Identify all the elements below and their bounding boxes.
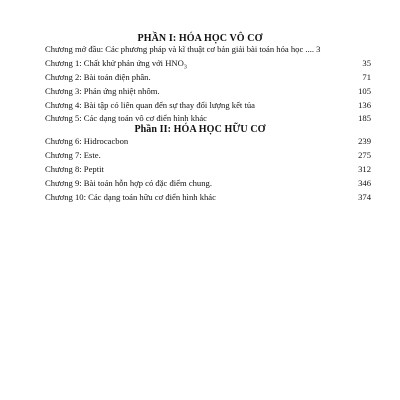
toc-entry-page: 185: [358, 113, 371, 124]
toc-entry-chapter-3[interactable]: [45, 85, 371, 99]
toc-entry-page: 136: [358, 99, 371, 110]
toc-entry-intro[interactable]: [45, 43, 371, 57]
toc-entry-leader: ....: [303, 44, 317, 54]
toc-entry-page: 374: [358, 191, 371, 202]
toc-entry-title: Chương 2: Bài toán điện phân.: [45, 71, 151, 82]
toc-entry-chapter-1[interactable]: [45, 57, 371, 71]
toc-entry-title: Chương 9: Bài toán hỗn hợp có đặc điểm chung.: [45, 177, 212, 188]
toc-entry-page: 71: [362, 71, 371, 82]
subscript: 3: [183, 64, 187, 71]
toc-entry-chapter-7[interactable]: [45, 149, 371, 163]
toc-entry-page: 346: [358, 177, 371, 188]
toc-entry-title: Chương 4: Bài tập có liên quan đến sự thay đổi lượng kết tủa: [45, 99, 255, 110]
part1-heading: PHẦN I: HÓA HỌC VÔ CƠ: [137, 33, 263, 44]
toc-entry-chapter-9[interactable]: [45, 177, 371, 191]
toc-entry-chapter-2[interactable]: [45, 71, 371, 85]
toc-entry-page: 3: [316, 44, 321, 54]
part1-toc-list: [45, 43, 371, 126]
toc-entry-chapter-6[interactable]: [45, 135, 371, 149]
toc-entry-chapter-8[interactable]: [45, 163, 371, 177]
toc-entry-page: 275: [358, 149, 371, 160]
toc-entry-page: 312: [358, 163, 371, 174]
toc-entry-title: Chương 6: Hidrocacbon: [45, 136, 129, 146]
toc-entry-chapter-10[interactable]: [45, 191, 371, 205]
toc-entry-title: Chương 10: Các dạng toán hữu cơ điển hình khác: [45, 191, 216, 202]
toc-entry-chapter-4[interactable]: [45, 99, 371, 113]
part2-heading: Phần II: HÓA HỌC HỮU CƠ: [134, 124, 266, 135]
toc-entry-page: 105: [358, 85, 371, 96]
toc-entry-title: Chương 8: Peptit: [45, 163, 104, 174]
toc-entry-title: Chương mở đầu: Các phương pháp và kĩ thuật cơ bản giải bài toán hóa học: [45, 44, 304, 54]
toc-entry-title: Chương 7: Este.: [45, 149, 101, 160]
toc-entry-title: Chương 1: Chất khử phản ứng với $HNO_3$: [45, 57, 187, 71]
toc-entry-page: 239: [358, 136, 371, 146]
toc-entry-page: 35: [362, 57, 371, 68]
part2-toc-list: [45, 135, 371, 204]
toc-entry-title: Chương 3: Phản ứng nhiệt nhôm.: [45, 85, 160, 96]
toc-entry-title: Chương 5: Các dạng toán vô cơ điển hình khác: [45, 113, 207, 124]
